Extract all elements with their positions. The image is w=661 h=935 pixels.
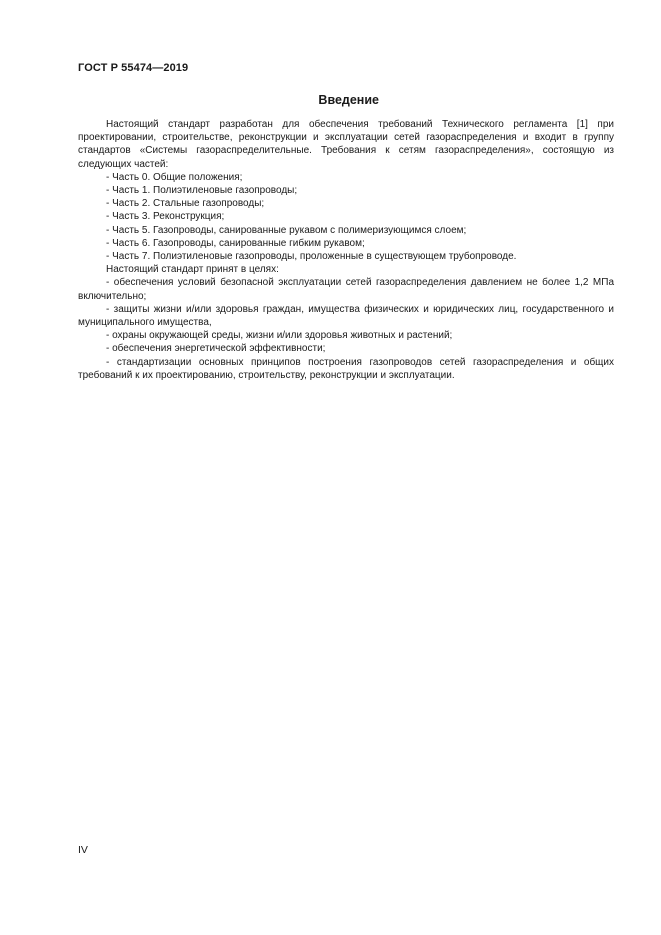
- list-item: - защиты жизни и/или здоровья граждан, имущества физических и юридических лиц, государственного и муниципального имущества,: [78, 303, 614, 329]
- section-title: Введение: [318, 93, 379, 107]
- list-item: - Часть 1. Полиэтиленовые газопроводы;: [106, 185, 298, 197]
- intro-paragraph: Настоящий стандарт разработан для обеспечения требований Технического регламента [1] при проектировании, строительстве, реконструкции и эксплуатации сетей газораспределения и входит в группу стандартов «Системы газораспределительные. Требования к сетям газораспределения», состоящую из следующих частей:: [78, 119, 614, 170]
- list-item: - обеспечения условий безопасной эксплуатации сетей газораспределения давлением не более 1,2 МПа включительно;: [78, 277, 614, 302]
- body-text: [78, 118, 614, 382]
- list-item: - Часть 2. Стальные газопроводы;: [106, 198, 265, 210]
- list-item: - Часть 6. Газопроводы, санированные гибким рукавом;: [106, 237, 365, 249]
- list-item: - стандартизации основных принципов построения газопроводов сетей газораспределения и общих требований к их проектированию, строительству, реконструкции и эксплуатации.: [78, 356, 614, 381]
- list-item: - Часть 5. Газопроводы, санированные рукавом с полимеризующимся слоем;: [106, 224, 467, 236]
- purpose-lead: Настоящий стандарт принят в целях:: [106, 264, 279, 276]
- list-item: - охраны окружающей среды, жизни и/или здоровья животных и растений;: [106, 330, 453, 342]
- list-item: - Часть 3. Реконструкция;: [106, 211, 225, 223]
- page-number: IV: [78, 844, 88, 856]
- list-item: - Часть 0. Общие положения;: [106, 171, 243, 183]
- list-item: - Часть 7. Полиэтиленовые газопроводы, проложенные в существующем трубопроводе.: [106, 251, 517, 263]
- list-item: - обеспечения энергетической эффективности;: [106, 343, 326, 355]
- document-header: ГОСТ Р 55474—2019: [78, 62, 189, 74]
